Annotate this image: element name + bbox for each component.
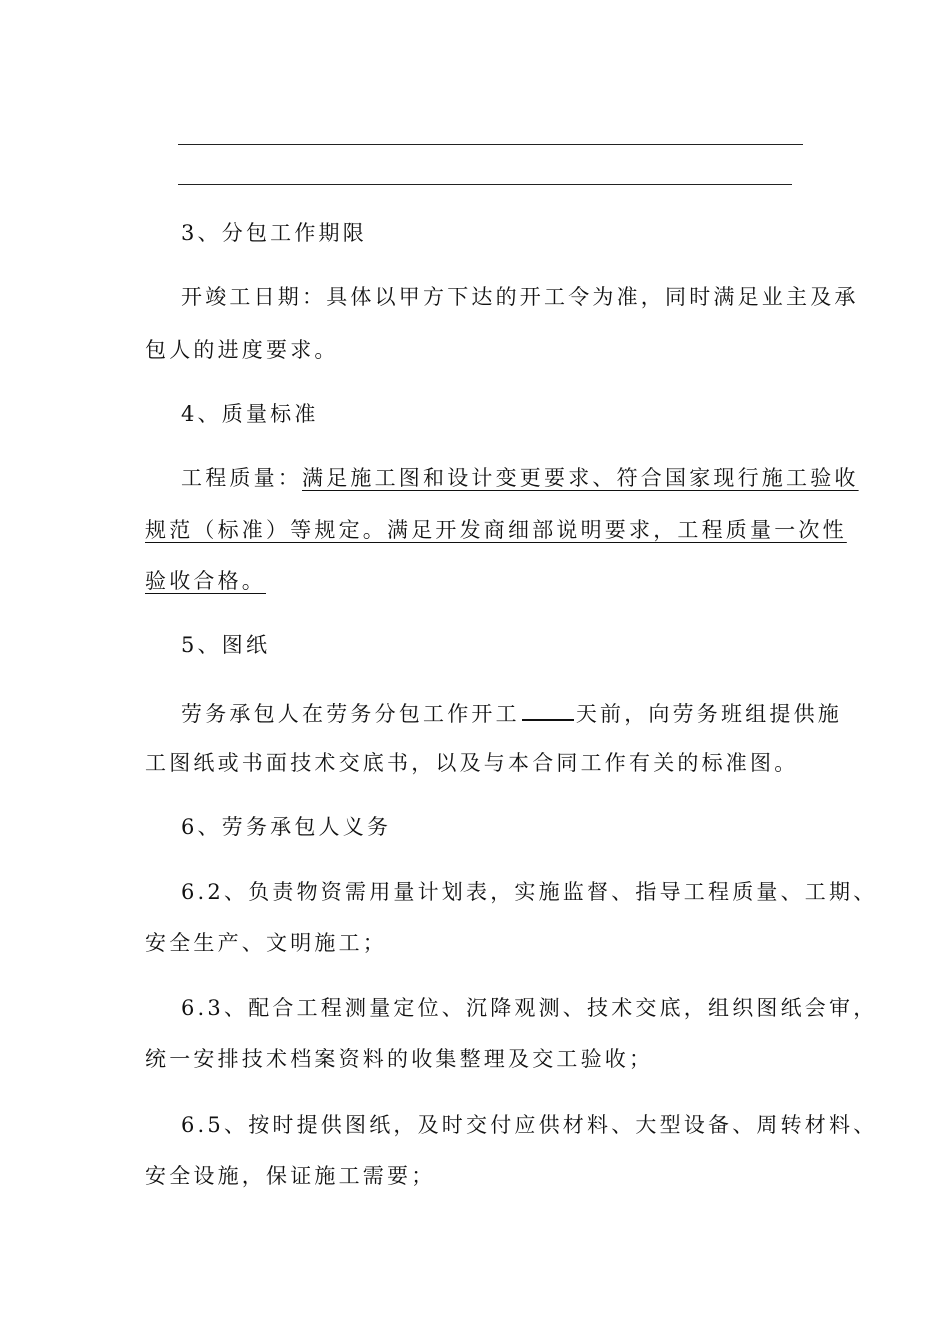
quality-requirement-underlined-3: 验收合格。 xyxy=(145,569,266,593)
section-4-heading: 4、质量标准 xyxy=(181,402,319,426)
days-blank-field xyxy=(522,697,574,721)
section-3-start-date-line-1: 开竣工日期：具体以甲方下达的开工令为准，同时满足业主及承 xyxy=(181,285,859,309)
section-5-heading: 5、图纸 xyxy=(181,633,271,657)
quality-label: 工程质量： xyxy=(181,466,302,490)
section-6-heading: 6、劳务承包人义务 xyxy=(181,815,392,839)
blank-fill-line-2 xyxy=(178,184,792,185)
item-6-5-line-1: 6.5、按时提供图纸，及时交付应供材料、大型设备、周转材料、 xyxy=(181,1113,878,1137)
item-6-3-line-2: 统一安排技术档案资料的收集整理及交工验收； xyxy=(145,1047,654,1071)
item-6-5-line-2: 安全设施，保证施工需要； xyxy=(145,1164,436,1188)
section-3-heading: 3、分包工作期限 xyxy=(181,221,367,245)
section-5-drawings-line-2: 工图纸或书面技术交底书，以及与本合同工作有关的标准图。 xyxy=(145,751,799,775)
quality-requirement-underlined-2: 规范（标准）等规定。满足开发商细部说明要求，工程质量一次性 xyxy=(145,518,847,542)
drawings-text-after-blank: 天前，向劳务班组提供施 xyxy=(575,702,843,726)
section-4-quality-line-3 xyxy=(145,566,825,596)
blank-fill-line-1 xyxy=(178,144,803,145)
section-4-quality-line-1 xyxy=(145,463,861,493)
drawings-text-before-blank: 劳务承包人在劳务分包工作开工 xyxy=(181,702,520,726)
section-4-quality-line-2 xyxy=(145,515,847,545)
item-6-2-line-2: 安全生产、文明施工； xyxy=(145,931,387,955)
quality-requirement-underlined-1: 满足施工图和设计变更要求、符合国家现行施工验收 xyxy=(302,466,859,490)
section-3-start-date-line-2: 包人的进度要求。 xyxy=(145,338,339,362)
item-6-3-line-1: 6.3、配合工程测量定位、沉降观测、技术交底，组织图纸会审， xyxy=(181,996,878,1020)
item-6-2-line-1: 6.2、负责物资需用量计划表，实施监督、指导工程质量、工期、 xyxy=(181,880,878,904)
section-5-drawings-line-1 xyxy=(145,697,861,729)
